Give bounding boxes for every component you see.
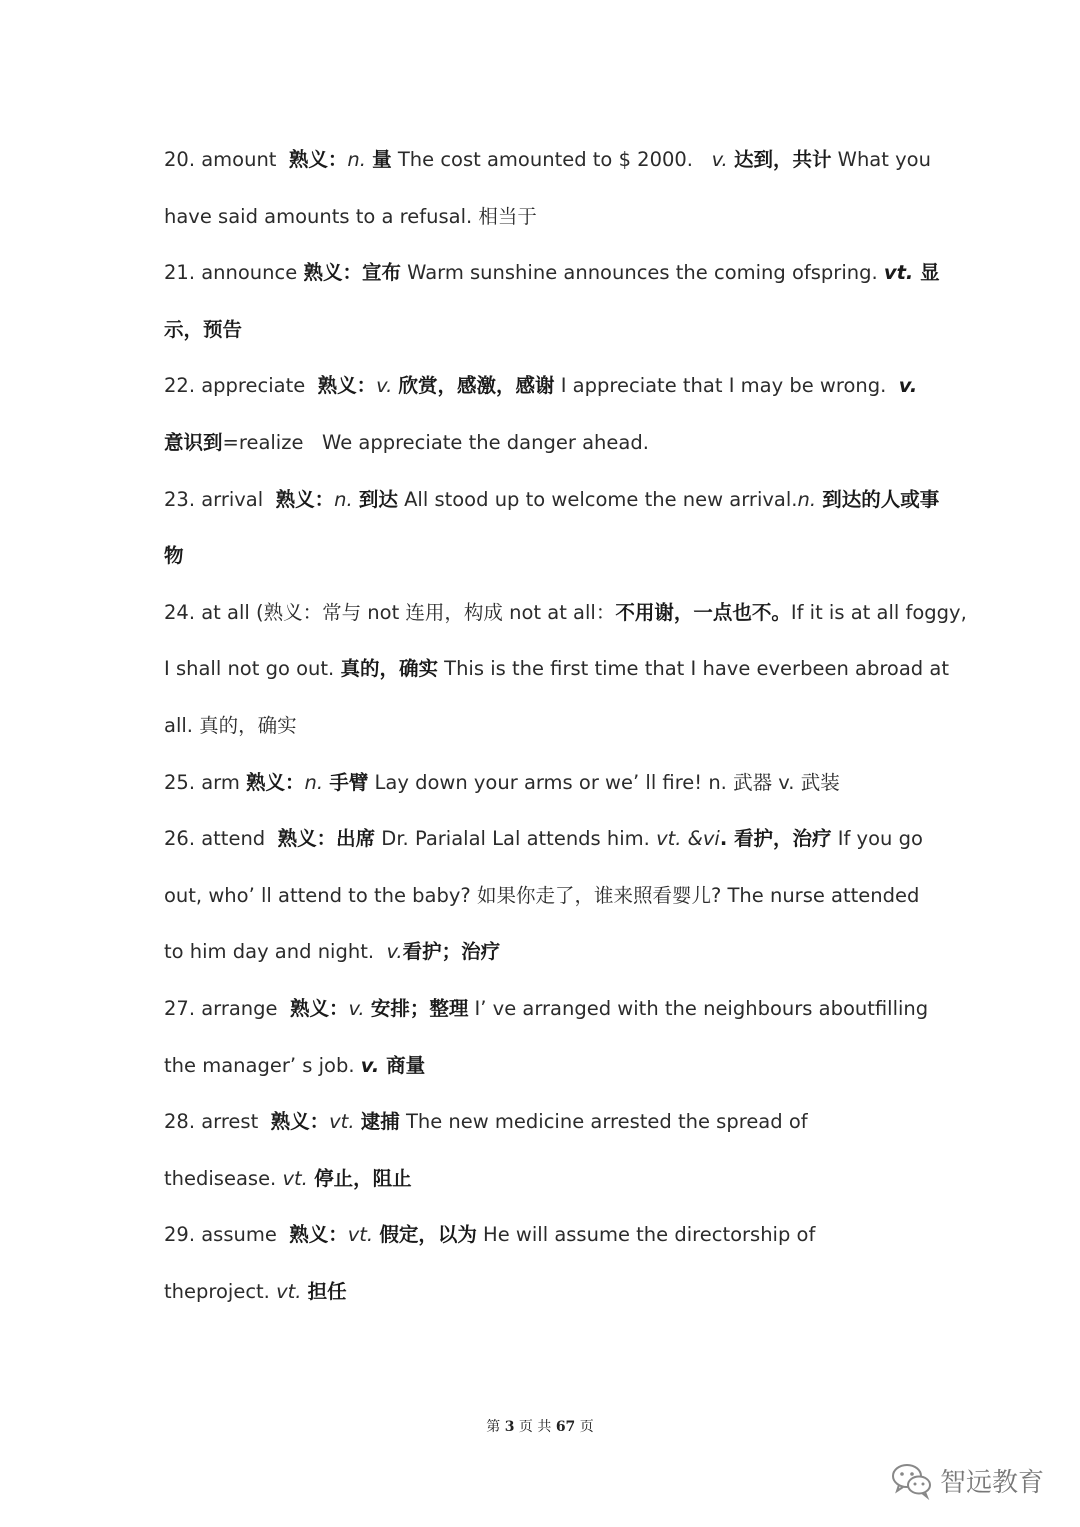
- text-segment: 27. arrange: [164, 996, 290, 1020]
- text-segment: 23. arrival: [164, 487, 276, 511]
- text-segment: Dr. Parialal Lal attends him.: [375, 827, 657, 851]
- text-segment: n.: [797, 487, 823, 511]
- text-segment: 熟义：: [289, 996, 349, 1020]
- footer-middle: 页 共: [514, 1419, 556, 1435]
- text-line: [164, 364, 924, 421]
- text-line: [164, 308, 924, 365]
- text-segment: 熟义：: [288, 148, 348, 171]
- text-segment: 达到，共计: [733, 148, 832, 171]
- text-segment: 熟义：宣布: [303, 261, 401, 285]
- text-segment: v.: [376, 374, 399, 398]
- text-segment: 不用谢，一点也不。: [615, 600, 791, 624]
- text-line: [164, 421, 924, 478]
- text-segment: vt.: [276, 1279, 308, 1303]
- text-segment: If you go: [831, 827, 923, 851]
- footer-prefix: 第: [486, 1419, 505, 1435]
- text-line: [164, 1213, 924, 1270]
- text-segment: 28. arrest: [164, 1110, 271, 1134]
- text-segment: vt.: [347, 1223, 380, 1247]
- text-segment: 熟义：: [246, 770, 305, 794]
- text-segment: n.: [304, 770, 330, 794]
- text-segment: 物: [164, 544, 184, 568]
- text-segment: 熟义：: [270, 1110, 330, 1134]
- text-segment: have said amounts to a refusal. 相当于: [164, 204, 537, 228]
- text-segment: 担任: [307, 1279, 347, 1303]
- text-segment: v.: [898, 374, 918, 398]
- total-page-count: 67: [555, 1419, 576, 1435]
- text-line: [164, 591, 967, 648]
- text-line: [164, 761, 924, 818]
- text-segment: theproject.: [164, 1279, 277, 1303]
- text-segment: =realize We appreciate the danger ahead.: [222, 430, 649, 454]
- current-page-number: 3: [504, 1419, 515, 1435]
- text-segment: vt. &vi: [656, 827, 720, 851]
- text-segment: n.: [347, 148, 373, 171]
- watermark-text: 智远教育: [939, 1467, 1044, 1498]
- text-segment: I’ ve arranged with the neighbours aboutfilling: [468, 996, 929, 1020]
- wechat-icon: [890, 1460, 934, 1500]
- text-segment: 量: [372, 148, 392, 171]
- text-segment: 22. appreciate: [164, 374, 318, 398]
- text-segment: the manager’ s job.: [164, 1053, 361, 1077]
- text-segment: Lay down your arms or we’ ll fire! n. 武器 v. 武装: [368, 770, 840, 794]
- text-segment: 手臂: [329, 770, 369, 794]
- text-line: [164, 704, 924, 761]
- footer-suffix: 页: [575, 1419, 594, 1435]
- text-segment: 显: [920, 261, 940, 285]
- text-segment: The cost amounted to $ 2000.: [391, 148, 712, 171]
- text-segment: I appreciate that I may be wrong.: [554, 374, 899, 398]
- text-segment: 看护；治疗: [402, 940, 501, 964]
- text-segment: thedisease.: [164, 1166, 283, 1190]
- text-line: [164, 647, 949, 704]
- text-segment: 真的，确实: [340, 657, 438, 681]
- text-segment: All stood up to welcome the new arrival.: [397, 487, 798, 511]
- text-line: [164, 195, 924, 252]
- text-segment: 熟义：: [275, 487, 335, 511]
- text-segment: v.: [348, 996, 371, 1020]
- text-segment: n.: [334, 487, 359, 511]
- text-line: [164, 1270, 924, 1327]
- text-segment: 29. assume: [164, 1223, 290, 1247]
- text-segment: 熟义：: [289, 1223, 348, 1247]
- page-footer: [0, 1416, 1080, 1436]
- text-segment: 商量: [386, 1053, 426, 1077]
- text-segment: He will assume the directorship of: [476, 1223, 816, 1247]
- text-segment: 停止，阻止: [314, 1166, 412, 1190]
- text-segment: If it is at all foggy,: [790, 600, 967, 624]
- text-segment: vt.: [883, 261, 921, 285]
- text-segment: 假定，以为: [379, 1223, 477, 1247]
- text-segment: all. 真的，确实: [164, 713, 297, 737]
- text-line: [164, 138, 931, 195]
- text-segment: vt.: [329, 1110, 361, 1134]
- text-line: [164, 534, 924, 591]
- text-segment: v.: [711, 148, 734, 171]
- text-segment: This is the first time that I have everbeen abroad at: [437, 657, 949, 681]
- text-segment: 到达的人或事: [822, 487, 940, 511]
- text-line: [164, 251, 940, 308]
- text-segment: 意识到: [164, 430, 223, 454]
- text-segment: 26. attend: [164, 827, 278, 851]
- text-segment: vt.: [282, 1166, 315, 1190]
- text-segment: . 看护，治疗: [719, 827, 832, 851]
- text-segment: v.: [360, 1053, 387, 1077]
- text-segment: 21. announce: [164, 261, 304, 285]
- text-line: [164, 1157, 924, 1214]
- text-segment: The new medicine arrested the spread of: [399, 1110, 808, 1134]
- text-segment: v.: [386, 940, 403, 964]
- text-segment: to him day and night.: [164, 940, 387, 964]
- text-line: [164, 817, 924, 874]
- text-segment: What you: [831, 148, 931, 171]
- text-segment: Warm sunshine announces the coming ofspring.: [400, 261, 884, 285]
- text-segment: 熟义：出席: [277, 827, 376, 851]
- text-segment: 欣赏，感激，感谢: [398, 374, 555, 398]
- text-line: [164, 478, 940, 535]
- text-line: [164, 1044, 924, 1101]
- text-segment: 逮捕: [360, 1110, 400, 1134]
- text-segment: 25. arm: [164, 770, 247, 794]
- vocabulary-list: [164, 138, 967, 1326]
- text-segment: 20. amount: [164, 148, 289, 171]
- text-segment: 24. at all (熟义：常与 not 连用，构成 not at all：: [164, 600, 616, 624]
- text-segment: 示，预告: [164, 317, 243, 341]
- text-line: [164, 874, 924, 931]
- text-segment: I shall not go out.: [164, 657, 341, 681]
- text-segment: 熟义：: [317, 374, 377, 398]
- text-segment: 到达: [358, 487, 398, 511]
- text-segment: 安排；整理: [370, 996, 469, 1020]
- text-segment: out, who’ ll attend to the baby? 如果你走了，谁来照看婴儿? The nurse attended: [164, 883, 920, 907]
- text-line: [164, 930, 924, 987]
- watermark: [890, 1458, 1044, 1502]
- text-line: [164, 987, 929, 1044]
- text-line: [164, 1100, 924, 1157]
